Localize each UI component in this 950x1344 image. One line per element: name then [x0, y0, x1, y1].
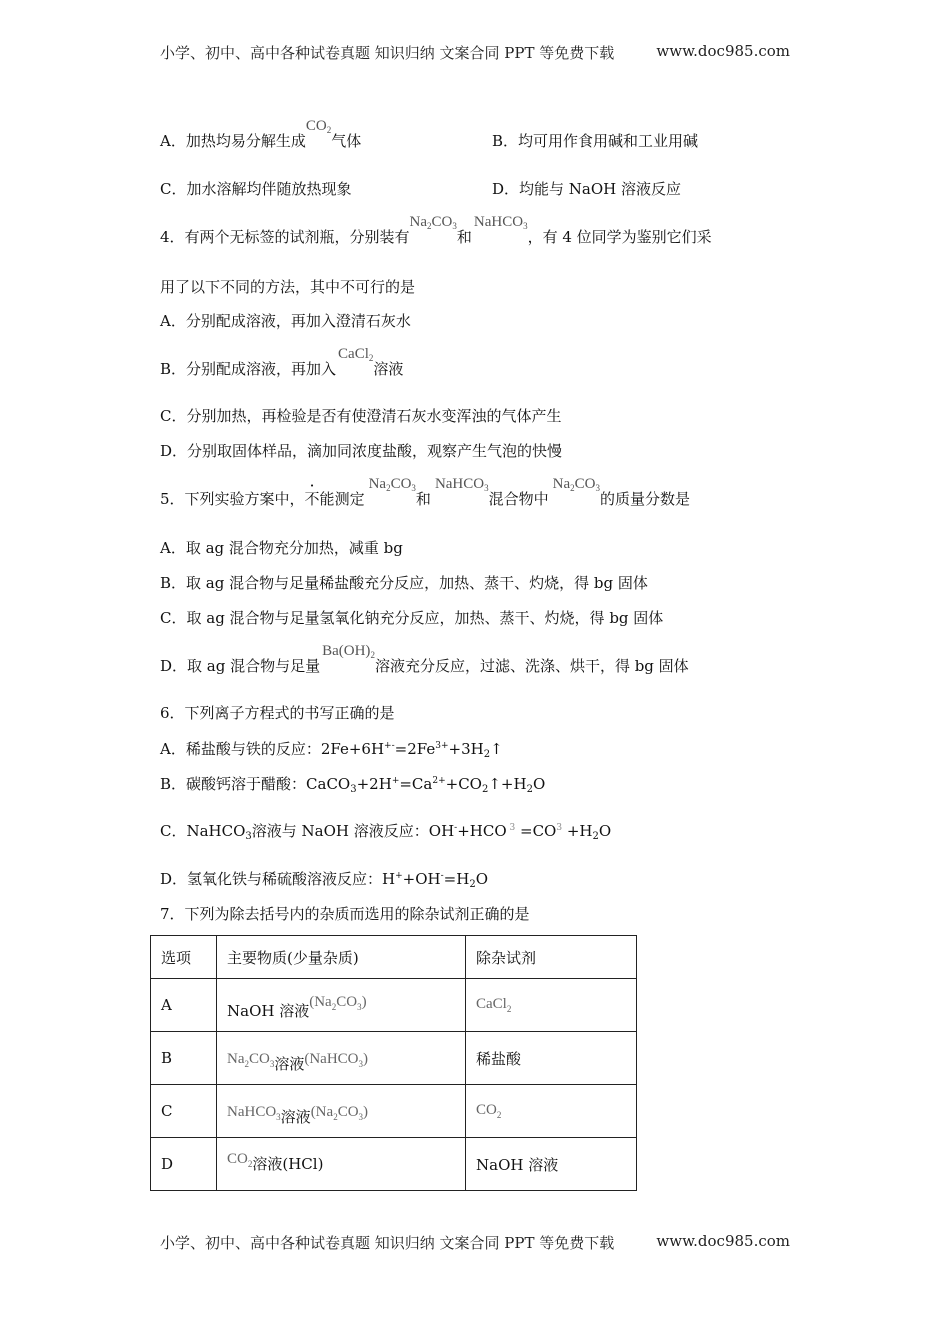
q6-option-b: B．碳酸钙溶于醋酸：$CaCO_3+2H^+=Ca^{2+}+CO_2↑+H_2O$	[160, 775, 546, 795]
header-text: 小学、初中、高中各种试卷真题 知识归纳 文案合同 PPT 等免费下载	[160, 44, 615, 62]
q4-option-b: B．分别配成溶液，再加入CaCl$_2$溶液	[160, 346, 404, 378]
footer-url: www.doc985.com	[656, 1232, 790, 1250]
q5-option-d: D．取 ag 混合物与足量$Ba(OH)_2$溶液充分反应，过滤、洗涤、烘干，得 bg 固体	[160, 643, 689, 675]
q6-option-d: D．氢氧化铁与稀硫酸溶液反应：$H^++OH^-=H_2O$	[160, 870, 489, 890]
table-row: D $CO_2$溶液(HCl) NaOH 溶液	[151, 1138, 637, 1191]
header-url: www.doc985.com	[656, 42, 790, 60]
q7-stem: 7．下列为除去括号内的杂质而选用的除杂试剂正确的是	[160, 905, 530, 923]
q6-stem: 6．下列离子方程式的书写正确的是	[160, 704, 395, 722]
table-row: A NaOH 溶液$(Na_2CO_3)$ CaCl$_2$	[151, 979, 637, 1032]
q5-stem: 5．下列实验方案中，不能测定$Na_2CO_3$和NaHCO$_3$混合物中$Na_2CO_3$的质量分数是	[160, 476, 690, 508]
table-row: C NaHCO$_3$溶液$(Na_2CO_3)$ $CO_2$	[151, 1085, 637, 1138]
q6-option-c: C．NaHCO$_3$溶液与 NaOH 溶液反应：OH-+HCO $^3 =CO^3 +H_2O$	[160, 822, 612, 842]
footer-text: 小学、初中、高中各种试卷真题 知识归纳 文案合同 PPT 等免费下载	[160, 1234, 615, 1252]
header-substance: 主要物质(少量杂质)	[217, 936, 466, 979]
co2-formula: $CO_2$	[305, 118, 332, 135]
q5-option-a: A．取 ag 混合物充分加热，减重 bg	[160, 539, 403, 557]
table-row: B $Na_2CO_3$溶液(NaHCO$_3$) 稀盐酸	[151, 1032, 637, 1085]
q5-option-c: C．取 ag 混合物与足量氢氧化钠充分反应，加热、蒸干、灼烧，得 bg 固体	[160, 609, 664, 627]
q3-option-c: C．加水溶解均伴随放热现象	[160, 180, 352, 198]
q4-stem: 4．有两个无标签的试剂瓶，分别装有$Na_2CO_3$和NaHCO$_3$，有 4 位同学为鉴别它们采	[160, 214, 712, 246]
q4-option-d: D．分别取固体样品，滴加同浓度盐酸，观察产生气泡的快慢	[160, 442, 563, 460]
q4-option-c: C．分别加热，再检验是否有使澄清石灰水变浑浊的气体产生	[160, 407, 562, 425]
table-header-row	[151, 936, 637, 979]
page-header	[160, 42, 790, 63]
page-footer	[160, 1232, 790, 1253]
q6-option-a: A．稀盐酸与铁的反应：$2Fe+6H^{+-}=2Fe^{3+}+3H_2↑$	[160, 740, 503, 760]
q4-stem-cont: 用了以下不同的方法，其中不可行的是	[160, 278, 416, 296]
q5-option-b: B．取 ag 混合物与足量稀盐酸充分反应，加热、蒸干、灼烧，得 bg 固体	[160, 574, 648, 592]
q3-option-b: B．均可用作食用碱和工业用碱	[492, 132, 699, 150]
header-option: 选项	[151, 936, 217, 979]
q3-option-a: A．加热均易分解生成$CO_2$气体	[160, 118, 362, 150]
q3-option-d: D．均能与 NaOH 溶液反应	[492, 180, 682, 198]
emphasis-text: 不能	[304, 490, 335, 508]
header-reagent: 除杂试剂	[466, 936, 637, 979]
q4-option-a: A．分别配成溶液，再加入澄清石灰水	[160, 312, 411, 330]
reagent-table	[150, 935, 637, 1191]
